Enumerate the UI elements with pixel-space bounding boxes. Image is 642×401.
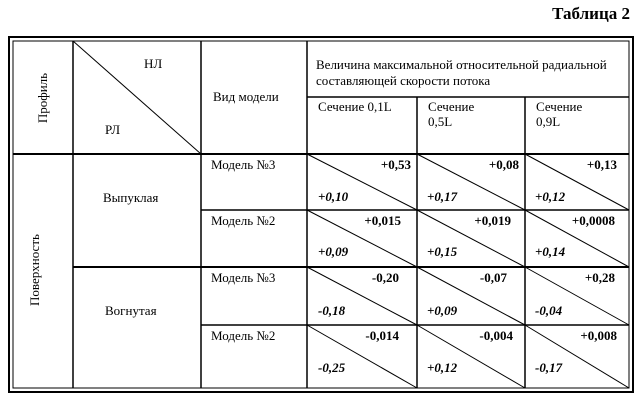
cell-rl-value: -0,18 xyxy=(318,303,346,318)
cell-nl-value: +0,015 xyxy=(364,213,401,228)
header-profile: Профиль xyxy=(35,72,50,124)
cell-nl-value: -0,004 xyxy=(479,328,513,343)
header-nl: НЛ xyxy=(144,56,163,71)
header-section-2: Сечение 0,5L xyxy=(428,99,475,129)
surface-label: Поверхность xyxy=(27,234,42,306)
cell-nl-value: +0,008 xyxy=(580,328,617,343)
cell-rl-value: +0,09 xyxy=(427,303,458,318)
cell-nl-value: -0,20 xyxy=(371,270,399,285)
cell-nl-value: +0,28 xyxy=(584,270,615,285)
header-model-type: Вид модели xyxy=(213,89,279,104)
header-section-1: Сечение 0,1L xyxy=(318,99,392,114)
table-caption: Таблица 2 xyxy=(552,4,630,23)
cell-nl-value: +0,13 xyxy=(586,157,617,172)
cell-rl-value: +0,17 xyxy=(427,189,458,204)
cell-nl-value: -0,014 xyxy=(365,328,399,343)
header-quantity: Величина максимальной относительной радиальной составляющей скорости потока xyxy=(316,57,607,88)
cell-nl-value: +0,08 xyxy=(488,157,519,172)
cell-nl-value: -0,07 xyxy=(479,270,507,285)
cell-rl-value: +0,14 xyxy=(535,244,566,259)
cell-rl-value: -0,25 xyxy=(318,360,346,375)
cell-rl-value: +0,10 xyxy=(318,189,349,204)
model-label: Модель №2 xyxy=(211,328,276,343)
model-label: Модель №3 xyxy=(211,270,276,285)
cell-rl-value: -0,17 xyxy=(535,360,563,375)
cell-nl-value: +0,0008 xyxy=(571,213,615,228)
group-convex-label: Выпуклая xyxy=(103,190,159,205)
header-rl: РЛ xyxy=(105,122,121,137)
cell-rl-value: +0,09 xyxy=(318,244,349,259)
model-label: Модель №3 xyxy=(211,157,276,172)
cell-nl-value: +0,019 xyxy=(474,213,511,228)
cell-rl-value: +0,12 xyxy=(427,360,458,375)
header-section-3: Сечение 0,9L xyxy=(536,99,583,129)
cell-nl-value: +0,53 xyxy=(380,157,411,172)
cell-rl-value: +0,12 xyxy=(535,189,566,204)
model-label: Модель №2 xyxy=(211,213,276,228)
cell-rl-value: -0,04 xyxy=(535,303,563,318)
group-concave-label: Вогнутая xyxy=(105,303,157,318)
cell-rl-value: +0,15 xyxy=(427,244,458,259)
